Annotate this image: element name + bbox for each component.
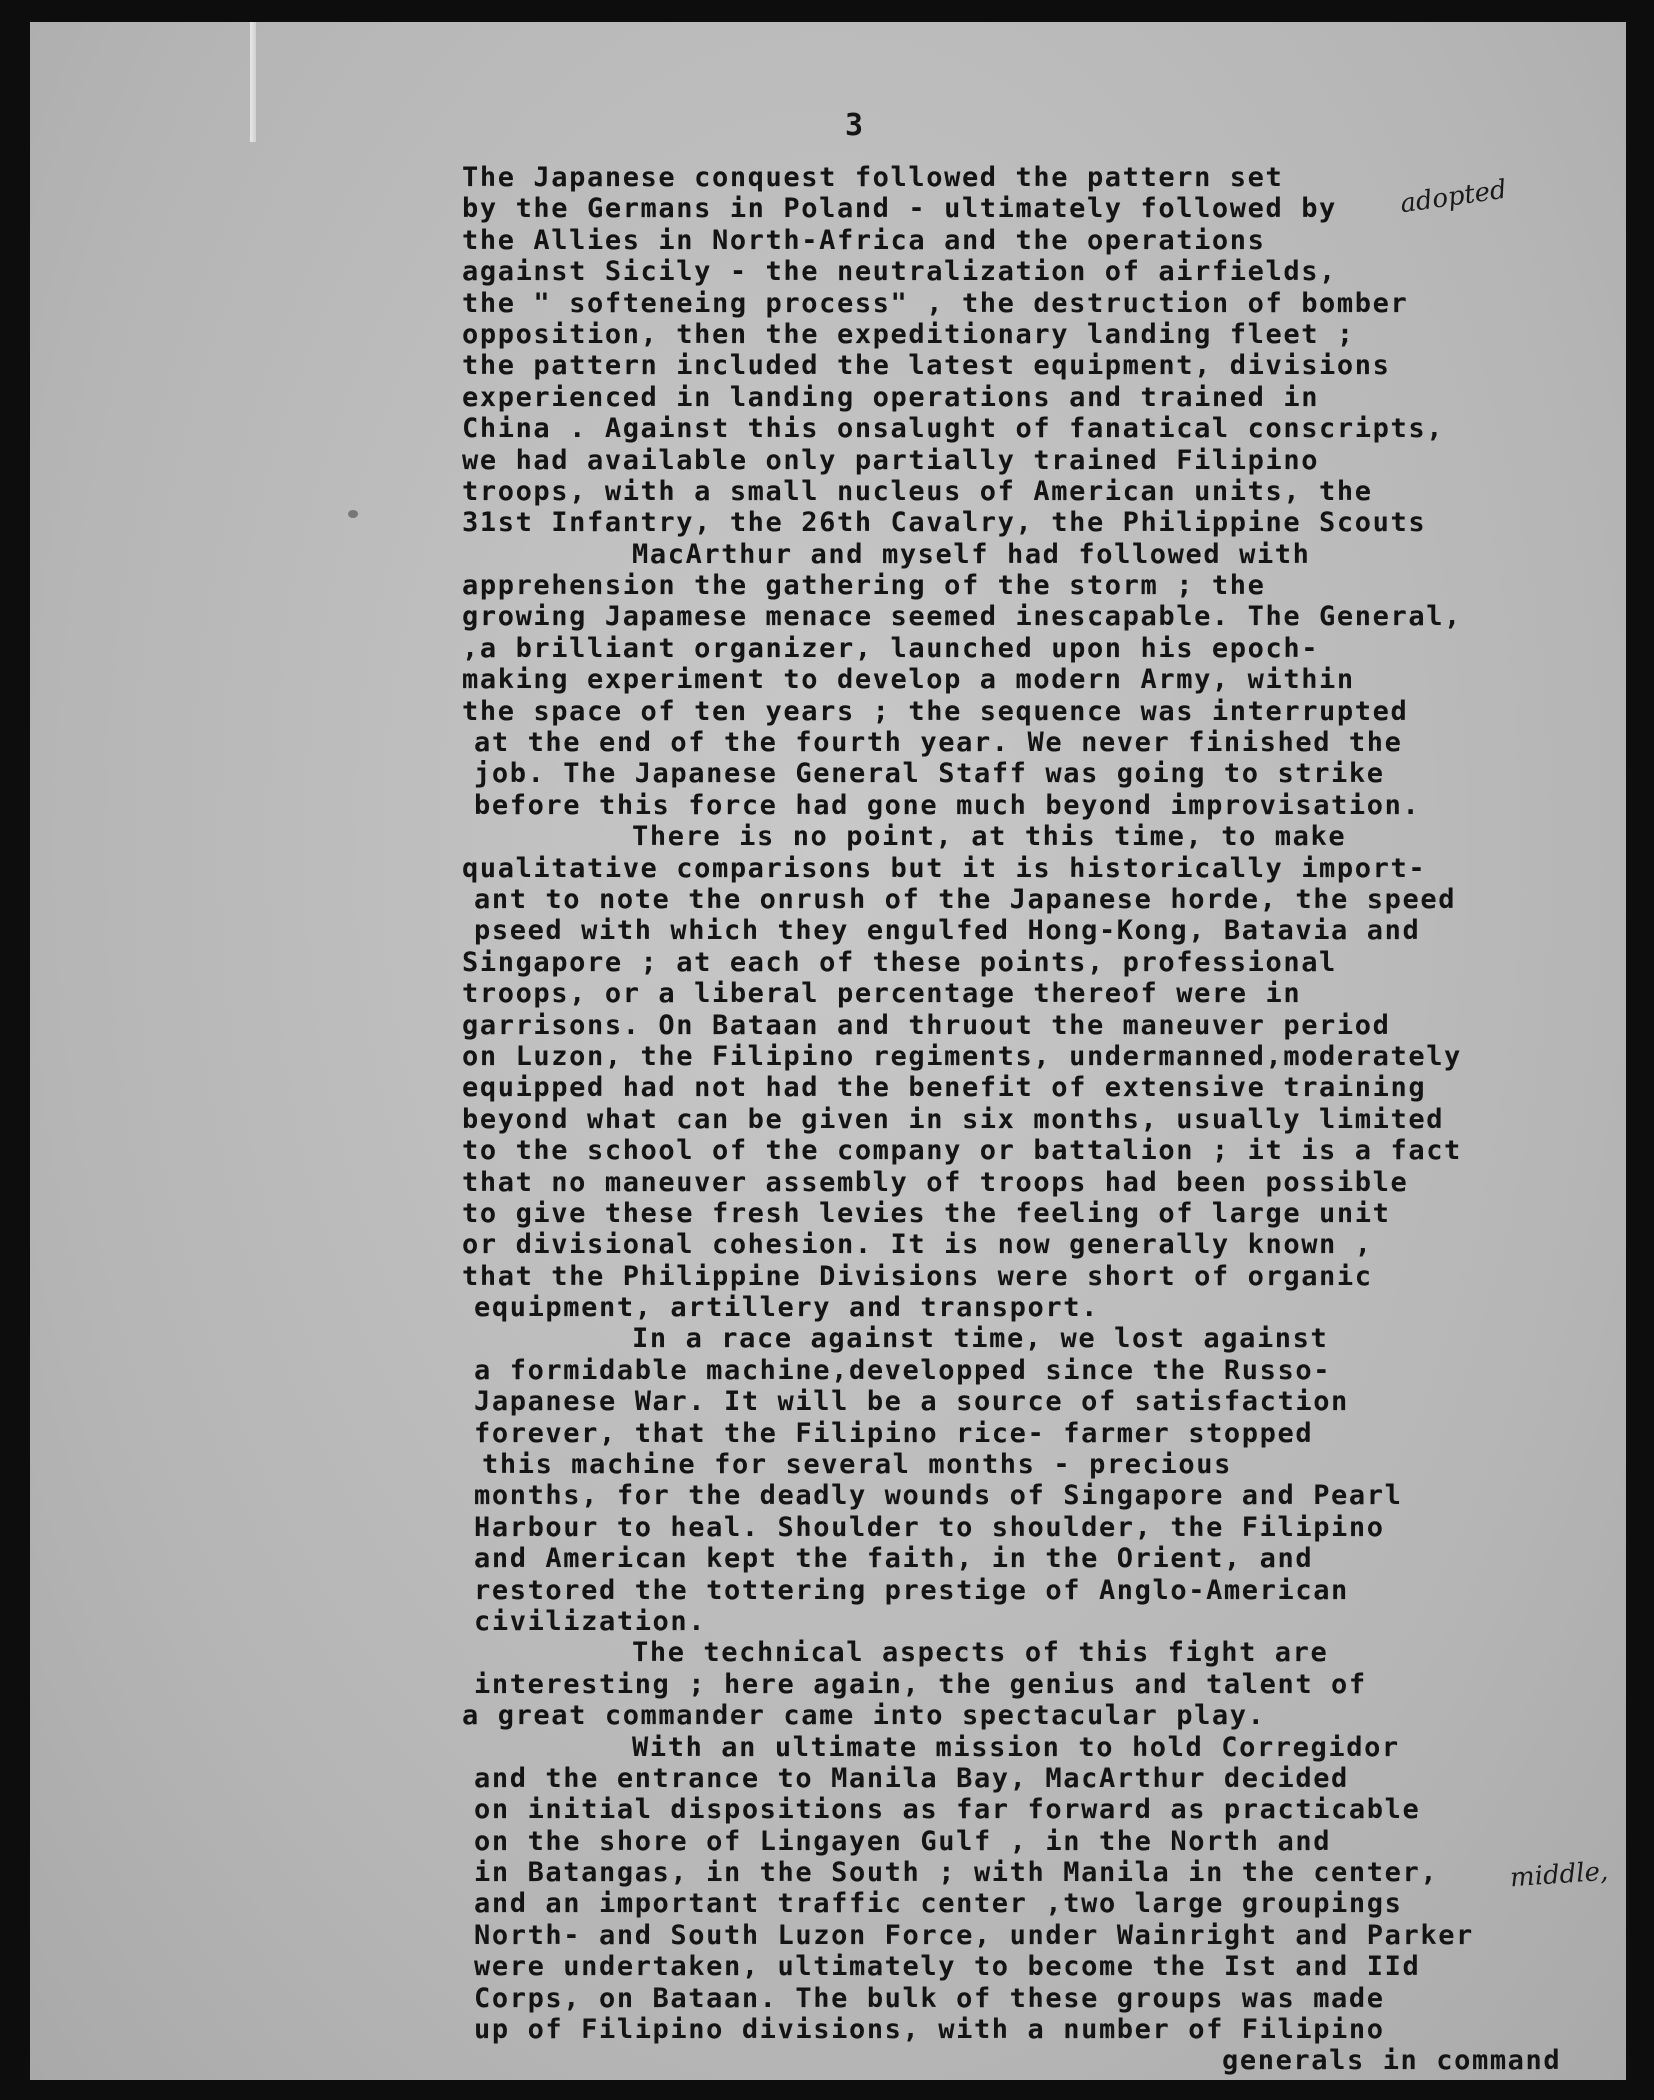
text-line: at the end of the fourth year. We never finished the: [474, 727, 1403, 759]
text-line: the " softeneing process" , the destruction of bomber: [462, 287, 1409, 319]
text-line: North- and South Luzon Force, under Wainright and Parker: [474, 1919, 1474, 1951]
text-line: a great commander came into spectacular play.: [462, 1700, 1266, 1732]
text-line: job. The Japanese General Staff was going to strike: [474, 758, 1385, 790]
text-line: and the entrance to Manila Bay, MacArthur decided: [474, 1762, 1349, 1794]
text-line: up of Filipino divisions, with a number of Filipino: [474, 2014, 1385, 2046]
text-line: this machine for several months - precious: [482, 1449, 1232, 1481]
text-line: the space of ten years ; the sequence was interrupted: [462, 695, 1409, 727]
text-line: were undertaken, ultimately to become the Ist and IId: [474, 1951, 1421, 1983]
text-line: Japanese War. It will be a source of satisfaction: [474, 1386, 1349, 1418]
text-line: and American kept the faith, in the Orient, and: [474, 1543, 1314, 1575]
text-line: 31st Infantry, the 26th Cavalry, the Philippine Scouts: [462, 507, 1427, 539]
text-line: China . Against this onsalught of fanatical conscripts,: [462, 413, 1445, 445]
text-line: qualitative comparisons but it is historically import-: [462, 852, 1427, 884]
text-line-last: generals in command: [1222, 2045, 1562, 2077]
text-line: months, for the deadly wounds of Singapore and Pearl: [474, 1480, 1403, 1512]
text-line: a formidable machine,developped since the Russo-: [474, 1354, 1332, 1386]
text-line: experienced in landing operations and trained in: [462, 381, 1320, 413]
text-line: The Japanese conquest followed the pattern set: [462, 162, 1284, 193]
text-line: or divisional cohesion. It is now generally known ,: [462, 1229, 1373, 1261]
text-line: apprehension the gathering of the storm ; the: [462, 570, 1266, 602]
text-line: Singapore ; at each of these points, professional: [462, 946, 1337, 978]
page-number: 3: [845, 108, 864, 143]
document-page: [30, 22, 1626, 2080]
paper-mark: [348, 510, 358, 518]
text-line: making experiment to develop a modern Army, within: [462, 664, 1355, 696]
text-line: In a race against time, we lost against: [632, 1323, 1329, 1355]
text-line: and an important traffic center ,two large groupings: [474, 1888, 1403, 1920]
text-line: garrisons. On Bataan and thruout the maneuver period: [462, 1009, 1391, 1041]
text-line: The technical aspects of this fight are: [632, 1637, 1329, 1669]
text-line: to give these fresh levies the feeling of large unit: [462, 1197, 1391, 1229]
text-line: that no maneuver assembly of troops had been possible: [462, 1166, 1409, 1198]
text-line: to the school of the company or battalion ; it is a fact: [462, 1135, 1462, 1167]
text-line: equipment, artillery and transport.: [474, 1292, 1099, 1324]
text-line: the pattern included the latest equipment, divisions: [462, 350, 1391, 382]
text-line: we had available only partially trained Filipino: [462, 444, 1320, 476]
text-line: the Allies in North-Africa and the operations: [462, 224, 1266, 256]
paper-fold: [250, 22, 256, 142]
text-line: equipped had not had the benefit of extensive training: [462, 1072, 1427, 1104]
text-line: interesting ; here again, the genius and talent of: [474, 1668, 1367, 1700]
text-line: growing Japamese menace seemed inescapable. The General,: [462, 601, 1462, 633]
text-line: on initial dispositions as far forward as practicable: [474, 1794, 1421, 1826]
text-line: by the Germans in Poland - ultimately followed by: [462, 193, 1337, 225]
text-line: before this force had gone much beyond improvisation.: [474, 789, 1421, 821]
text-line: civilization.: [474, 1605, 707, 1637]
text-line: ant to note the onrush of the Japanese horde, the speed: [474, 883, 1457, 915]
text-line: beyond what can be given in six months, usually limited: [462, 1103, 1445, 1135]
text-line: troops, or a liberal percentage thereof were in: [462, 978, 1302, 1010]
text-line: against Sicily - the neutralization of airfields,: [462, 256, 1337, 288]
text-line: MacArthur and myself had followed with: [632, 538, 1311, 570]
text-line: pseed with which they engulfed Hong-Kong, Batavia and: [474, 915, 1421, 947]
text-line: that the Philippine Divisions were short of organic: [462, 1260, 1373, 1292]
text-line: Harbour to heal. Shoulder to shoulder, the Filipino: [474, 1511, 1385, 1543]
text-line: There is no point, at this time, to make: [632, 821, 1347, 853]
text-line: Corps, on Bataan. The bulk of these groups was made: [474, 1982, 1385, 2014]
text-line: forever, that the Filipino rice- farmer stopped: [474, 1417, 1314, 1449]
text-line: on Luzon, the Filipino regiments, undermanned,moderately: [462, 1040, 1462, 1072]
handwritten-note-adopted: adopted: [1398, 174, 1509, 220]
text-line: on the shore of Lingayen Gulf , in the North and: [474, 1825, 1332, 1857]
text-line: opposition, then the expeditionary landing fleet ;: [462, 318, 1355, 350]
text-line: With an ultimate mission to hold Corregidor: [632, 1731, 1400, 1763]
text-line: in Batangas, in the South ; with Manila in the center,: [474, 1857, 1439, 1889]
text-line: ,a brilliant organizer, launched upon his epoch-: [462, 632, 1320, 664]
text-line: restored the tottering prestige of Anglo-American: [474, 1574, 1349, 1606]
handwritten-note-middle: middle,: [1509, 1856, 1610, 1894]
text-line: troops, with a small nucleus of American units, the: [462, 475, 1373, 507]
